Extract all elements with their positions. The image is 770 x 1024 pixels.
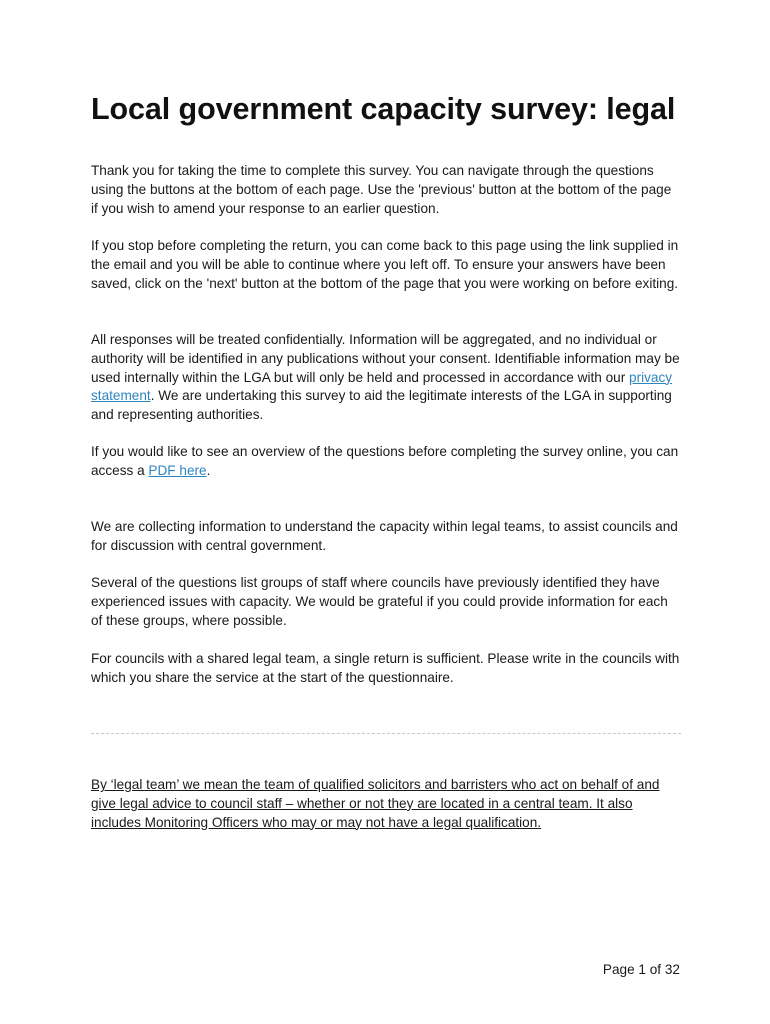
intro-paragraph-navigation	[91, 162, 681, 218]
page-number: Page 1 of 32	[602, 962, 680, 977]
pdf-text-after: .	[206, 462, 211, 478]
body-paragraph-purpose	[91, 518, 681, 556]
legal-team-definition	[91, 776, 681, 832]
intro-paragraph-resume	[91, 237, 681, 293]
confidentiality-text-after: . We are undertaking this survey to aid the legitimate interests of the LGA in supporting and representing authorities.	[91, 388, 672, 423]
intro-paragraph-pdf-text	[91, 443, 681, 481]
intro-paragraph-confidentiality-text	[91, 331, 681, 425]
section-divider	[91, 733, 681, 734]
body-paragraph-staff-groups-text: Several of the questions list groups of staff where councils have previously identified they have experienced issues with capacity. We would be grateful if you could provide information for each of these groups, where possible.	[91, 575, 668, 628]
body-paragraph-staff-groups	[91, 574, 681, 630]
body-paragraph-purpose-text: We are collecting information to understand the capacity within legal teams, to assist councils and for discussion with central government.	[91, 519, 678, 553]
privacy-statement-link[interactable]: privacy statement	[91, 369, 673, 404]
intro-paragraph-confidentiality	[91, 331, 681, 425]
pdf-text-before: If you would like to see an overview of the questions before completing the survey online, you can access a	[91, 444, 679, 478]
body-paragraph-shared-team-text: For councils with a shared legal team, a single return is sufficient. Please write in the councils with which you share the service at the start of the questionnaire.	[91, 651, 680, 685]
intro-paragraph-navigation-text: Thank you for taking the time to complete this survey. You can navigate through the questions using the buttons at the bottom of each page. Use the 'previous' button at the bottom of the page if you wish to amend your response to an earlier question.	[91, 163, 672, 216]
confidentiality-text-before: All responses will be treated confidentially. Information will be aggregated, and no individual or authority will be identified in any publications without your consent. Identifiable information may be used internally within the LGA but will only be held and processed in accordance with our	[91, 332, 680, 385]
legal-team-definition-text: By ‘legal team’ we mean the team of qualified solicitors and barristers who act on behalf of and give legal advice to council staff – whether or not they are located in a central team. It also includes Monitoring Officers who may or may not have a legal qualification.	[91, 777, 660, 830]
pdf-here-link[interactable]: PDF here	[148, 462, 207, 478]
body-paragraph-shared-team	[91, 650, 681, 688]
intro-paragraph-pdf	[91, 443, 681, 481]
page-title: Local government capacity survey: legal	[91, 92, 676, 126]
intro-paragraph-resume-text: If you stop before completing the return, you can come back to this page using the link supplied in the email and you will be able to continue where you left off. To ensure your answers have been saved, click on the 'next' button at the bottom of the page that you were working on before exiting.	[91, 238, 679, 291]
